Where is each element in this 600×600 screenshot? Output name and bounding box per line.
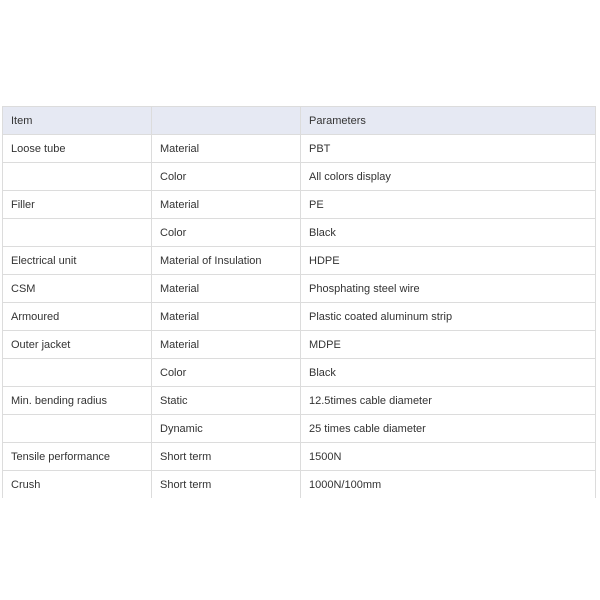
parameter-cell: HDPE	[301, 247, 596, 275]
parameter-cell: 1500N	[301, 443, 596, 471]
item-cell	[3, 219, 152, 247]
header-parameters: Parameters	[301, 107, 596, 135]
table-row	[3, 135, 596, 163]
parameter-cell: Black	[301, 359, 596, 387]
property-cell: Short term	[152, 443, 301, 471]
table-row	[3, 443, 596, 471]
property-cell: Static	[152, 387, 301, 415]
property-cell: Material	[152, 331, 301, 359]
table-row	[3, 415, 596, 443]
table-row	[3, 219, 596, 247]
table-header	[3, 107, 596, 135]
item-cell: Tensile performance	[3, 443, 152, 471]
property-cell: Material	[152, 191, 301, 219]
item-cell: Armoured	[3, 303, 152, 331]
table-body	[3, 135, 596, 499]
item-cell	[3, 359, 152, 387]
table-row	[3, 191, 596, 219]
parameter-cell: Black	[301, 219, 596, 247]
table-row	[3, 331, 596, 359]
item-cell: Electrical unit	[3, 247, 152, 275]
item-cell: Filler	[3, 191, 152, 219]
property-cell: Color	[152, 219, 301, 247]
table-row	[3, 275, 596, 303]
parameter-cell: PE	[301, 191, 596, 219]
parameter-cell: Phosphating steel wire	[301, 275, 596, 303]
item-cell	[3, 415, 152, 443]
parameter-cell: All colors display	[301, 163, 596, 191]
parameter-cell: 12.5times cable diameter	[301, 387, 596, 415]
item-cell: Crush	[3, 471, 152, 499]
item-cell: Outer jacket	[3, 331, 152, 359]
parameter-cell: 1000N/100mm	[301, 471, 596, 499]
property-cell: Material	[152, 303, 301, 331]
table-row	[3, 387, 596, 415]
table-row	[3, 247, 596, 275]
parameter-cell: Plastic coated aluminum strip	[301, 303, 596, 331]
property-cell: Color	[152, 359, 301, 387]
property-cell: Material	[152, 275, 301, 303]
parameter-cell: PBT	[301, 135, 596, 163]
item-cell: Loose tube	[3, 135, 152, 163]
property-cell: Material	[152, 135, 301, 163]
parameter-cell: 25 times cable diameter	[301, 415, 596, 443]
header-blank	[152, 107, 301, 135]
header-item: Item	[3, 107, 152, 135]
table-row	[3, 471, 596, 499]
item-cell	[3, 163, 152, 191]
table-row	[3, 163, 596, 191]
property-cell: Material of Insulation	[152, 247, 301, 275]
parameter-cell: MDPE	[301, 331, 596, 359]
header-row	[3, 107, 596, 135]
property-cell: Color	[152, 163, 301, 191]
table-row	[3, 303, 596, 331]
item-cell: CSM	[3, 275, 152, 303]
property-cell: Short term	[152, 471, 301, 499]
table-row	[3, 359, 596, 387]
item-cell: Min. bending radius	[3, 387, 152, 415]
property-cell: Dynamic	[152, 415, 301, 443]
spec-table	[2, 106, 596, 498]
